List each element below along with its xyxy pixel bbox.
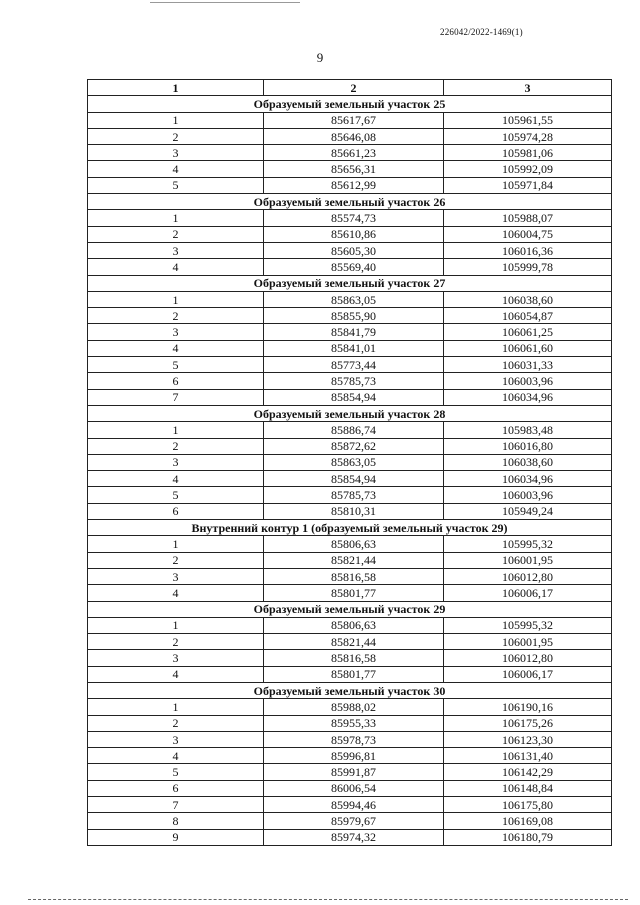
- x-coordinate-cell: 85816,58: [264, 650, 444, 666]
- table-row: [88, 536, 612, 552]
- section-header-row: [88, 96, 612, 112]
- point-number-cell: 9: [88, 829, 264, 845]
- point-number-cell: 1: [88, 699, 264, 715]
- table-row: [88, 699, 612, 715]
- y-coordinate-cell: 105949,24: [444, 503, 612, 519]
- table-row: [88, 731, 612, 747]
- point-number-cell: 6: [88, 373, 264, 389]
- y-coordinate-cell: 106038,60: [444, 454, 612, 470]
- x-coordinate-cell: 85656,31: [264, 161, 444, 177]
- x-coordinate-cell: 85872,62: [264, 438, 444, 454]
- table-row: [88, 177, 612, 193]
- y-coordinate-cell: 106001,95: [444, 552, 612, 568]
- table-row: [88, 373, 612, 389]
- header-col-1: 1: [88, 80, 264, 96]
- x-coordinate-cell: 85617,67: [264, 112, 444, 128]
- y-coordinate-cell: 106006,17: [444, 666, 612, 682]
- y-coordinate-cell: 106001,95: [444, 634, 612, 650]
- y-coordinate-cell: 106123,30: [444, 731, 612, 747]
- x-coordinate-cell: 85806,63: [264, 536, 444, 552]
- section-title: Образуемый земельный участок 27: [88, 275, 612, 291]
- x-coordinate-cell: 85841,01: [264, 340, 444, 356]
- table-row: [88, 112, 612, 128]
- y-coordinate-cell: 106038,60: [444, 291, 612, 307]
- table-row: [88, 748, 612, 764]
- x-coordinate-cell: 85991,87: [264, 764, 444, 780]
- y-coordinate-cell: 106148,84: [444, 780, 612, 796]
- x-coordinate-cell: 85855,90: [264, 308, 444, 324]
- table-row: [88, 471, 612, 487]
- table-row: [88, 161, 612, 177]
- y-coordinate-cell: 106016,80: [444, 438, 612, 454]
- table-row: [88, 715, 612, 731]
- x-coordinate-cell: 85801,77: [264, 585, 444, 601]
- x-coordinate-cell: 85821,44: [264, 634, 444, 650]
- x-coordinate-cell: 85785,73: [264, 487, 444, 503]
- table-row: [88, 829, 612, 845]
- top-scan-line: [150, 2, 300, 3]
- x-coordinate-cell: 85994,46: [264, 797, 444, 813]
- x-coordinate-cell: 85821,44: [264, 552, 444, 568]
- x-coordinate-cell: 85816,58: [264, 568, 444, 584]
- y-coordinate-cell: 106034,96: [444, 389, 612, 405]
- point-number-cell: 1: [88, 210, 264, 226]
- point-number-cell: 2: [88, 552, 264, 568]
- page-number: 9: [316, 50, 324, 65]
- y-coordinate-cell: 106006,17: [444, 585, 612, 601]
- point-number-cell: 3: [88, 650, 264, 666]
- y-coordinate-cell: 106131,40: [444, 748, 612, 764]
- header-col-3: 3: [444, 80, 612, 96]
- point-number-cell: 1: [88, 617, 264, 633]
- x-coordinate-cell: 85996,81: [264, 748, 444, 764]
- x-coordinate-cell: 85661,23: [264, 145, 444, 161]
- y-coordinate-cell: 106034,96: [444, 471, 612, 487]
- point-number-cell: 4: [88, 471, 264, 487]
- y-coordinate-cell: 106180,79: [444, 829, 612, 845]
- section-title: Внутренний контур 1 (образуемый земельный участок 29): [88, 520, 612, 536]
- table-row: [88, 780, 612, 796]
- y-coordinate-cell: 105981,06: [444, 145, 612, 161]
- header-col-2: 2: [264, 80, 444, 96]
- table-row: [88, 454, 612, 470]
- point-number-cell: 3: [88, 242, 264, 258]
- table-row: [88, 340, 612, 356]
- y-coordinate-cell: 106004,75: [444, 226, 612, 242]
- x-coordinate-cell: 85854,94: [264, 389, 444, 405]
- section-header-row: [88, 275, 612, 291]
- x-coordinate-cell: 85801,77: [264, 666, 444, 682]
- section-title: Образуемый земельный участок 25: [88, 96, 612, 112]
- point-number-cell: 3: [88, 145, 264, 161]
- y-coordinate-cell: 106012,80: [444, 650, 612, 666]
- bottom-scan-line: [28, 899, 628, 900]
- point-number-cell: 4: [88, 666, 264, 682]
- y-coordinate-cell: 105988,07: [444, 210, 612, 226]
- x-coordinate-cell: 85863,05: [264, 454, 444, 470]
- y-coordinate-cell: 106012,80: [444, 568, 612, 584]
- table-row: [88, 259, 612, 275]
- point-number-cell: 4: [88, 748, 264, 764]
- table-row: [88, 813, 612, 829]
- point-number-cell: 1: [88, 536, 264, 552]
- point-number-cell: 3: [88, 731, 264, 747]
- y-coordinate-cell: 106003,96: [444, 487, 612, 503]
- point-number-cell: 4: [88, 161, 264, 177]
- table-row: [88, 242, 612, 258]
- point-number-cell: 7: [88, 797, 264, 813]
- section-title: Образуемый земельный участок 28: [88, 405, 612, 421]
- point-number-cell: 1: [88, 422, 264, 438]
- point-number-cell: 3: [88, 324, 264, 340]
- x-coordinate-cell: 85773,44: [264, 357, 444, 373]
- header-row: [88, 80, 612, 96]
- table-row: [88, 797, 612, 813]
- x-coordinate-cell: 85605,30: [264, 242, 444, 258]
- section-header-row: [88, 520, 612, 536]
- y-coordinate-cell: 106175,26: [444, 715, 612, 731]
- point-number-cell: 2: [88, 634, 264, 650]
- point-number-cell: 8: [88, 813, 264, 829]
- point-number-cell: 3: [88, 454, 264, 470]
- point-number-cell: 5: [88, 177, 264, 193]
- y-coordinate-cell: 106169,08: [444, 813, 612, 829]
- point-number-cell: 1: [88, 112, 264, 128]
- y-coordinate-cell: 106031,33: [444, 357, 612, 373]
- x-coordinate-cell: 85854,94: [264, 471, 444, 487]
- y-coordinate-cell: 105995,32: [444, 617, 612, 633]
- table-row: [88, 389, 612, 405]
- point-number-cell: 2: [88, 308, 264, 324]
- x-coordinate-cell: 85955,33: [264, 715, 444, 731]
- table-row: [88, 650, 612, 666]
- section-title: Образуемый земельный участок 29: [88, 601, 612, 617]
- x-coordinate-cell: 85646,08: [264, 128, 444, 144]
- y-coordinate-cell: 105992,09: [444, 161, 612, 177]
- table-row: [88, 357, 612, 373]
- point-number-cell: 4: [88, 340, 264, 356]
- x-coordinate-cell: 85841,79: [264, 324, 444, 340]
- point-number-cell: 2: [88, 128, 264, 144]
- table-row: [88, 634, 612, 650]
- y-coordinate-cell: 106054,87: [444, 308, 612, 324]
- y-coordinate-cell: 105995,32: [444, 536, 612, 552]
- x-coordinate-cell: 85785,73: [264, 373, 444, 389]
- y-coordinate-cell: 106142,29: [444, 764, 612, 780]
- table-row: [88, 422, 612, 438]
- y-coordinate-cell: 106175,80: [444, 797, 612, 813]
- table-row: [88, 438, 612, 454]
- x-coordinate-cell: 86006,54: [264, 780, 444, 796]
- y-coordinate-cell: 105974,28: [444, 128, 612, 144]
- table-row: [88, 585, 612, 601]
- point-number-cell: 6: [88, 503, 264, 519]
- table-row: [88, 568, 612, 584]
- table-row: [88, 764, 612, 780]
- y-coordinate-cell: 106190,16: [444, 699, 612, 715]
- x-coordinate-cell: 85806,63: [264, 617, 444, 633]
- point-number-cell: 2: [88, 226, 264, 242]
- table-row: [88, 308, 612, 324]
- point-number-cell: 6: [88, 780, 264, 796]
- y-coordinate-cell: 106016,36: [444, 242, 612, 258]
- point-number-cell: 3: [88, 568, 264, 584]
- table-row: [88, 226, 612, 242]
- x-coordinate-cell: 85978,73: [264, 731, 444, 747]
- point-number-cell: 5: [88, 357, 264, 373]
- y-coordinate-cell: 105971,84: [444, 177, 612, 193]
- point-number-cell: 2: [88, 438, 264, 454]
- x-coordinate-cell: 85569,40: [264, 259, 444, 275]
- table-row: [88, 210, 612, 226]
- table-row: [88, 666, 612, 682]
- point-number-cell: 2: [88, 715, 264, 731]
- point-number-cell: 5: [88, 487, 264, 503]
- y-coordinate-cell: 105999,78: [444, 259, 612, 275]
- section-title: Образуемый земельный участок 30: [88, 682, 612, 698]
- y-coordinate-cell: 106003,96: [444, 373, 612, 389]
- table-body: [88, 96, 612, 846]
- table-row: [88, 487, 612, 503]
- point-number-cell: 5: [88, 764, 264, 780]
- table-row: [88, 128, 612, 144]
- table-row: [88, 291, 612, 307]
- x-coordinate-cell: 85979,67: [264, 813, 444, 829]
- coordinates-table: [87, 79, 612, 846]
- point-number-cell: 4: [88, 585, 264, 601]
- section-header-row: [88, 601, 612, 617]
- y-coordinate-cell: 106061,25: [444, 324, 612, 340]
- point-number-cell: 1: [88, 291, 264, 307]
- x-coordinate-cell: 85886,74: [264, 422, 444, 438]
- section-header-row: [88, 405, 612, 421]
- x-coordinate-cell: 85612,99: [264, 177, 444, 193]
- table-row: [88, 503, 612, 519]
- section-header-row: [88, 682, 612, 698]
- x-coordinate-cell: 85610,86: [264, 226, 444, 242]
- table-row: [88, 617, 612, 633]
- x-coordinate-cell: 85574,73: [264, 210, 444, 226]
- x-coordinate-cell: 85974,32: [264, 829, 444, 845]
- y-coordinate-cell: 106061,60: [444, 340, 612, 356]
- point-number-cell: 7: [88, 389, 264, 405]
- section-header-row: [88, 194, 612, 210]
- table-row: [88, 145, 612, 161]
- table-row: [88, 552, 612, 568]
- y-coordinate-cell: 105961,55: [444, 112, 612, 128]
- section-title: Образуемый земельный участок 26: [88, 194, 612, 210]
- x-coordinate-cell: 85988,02: [264, 699, 444, 715]
- x-coordinate-cell: 85863,05: [264, 291, 444, 307]
- document-id: 226042/2022-1469(1): [440, 27, 523, 37]
- table-row: [88, 324, 612, 340]
- point-number-cell: 4: [88, 259, 264, 275]
- x-coordinate-cell: 85810,31: [264, 503, 444, 519]
- y-coordinate-cell: 105983,48: [444, 422, 612, 438]
